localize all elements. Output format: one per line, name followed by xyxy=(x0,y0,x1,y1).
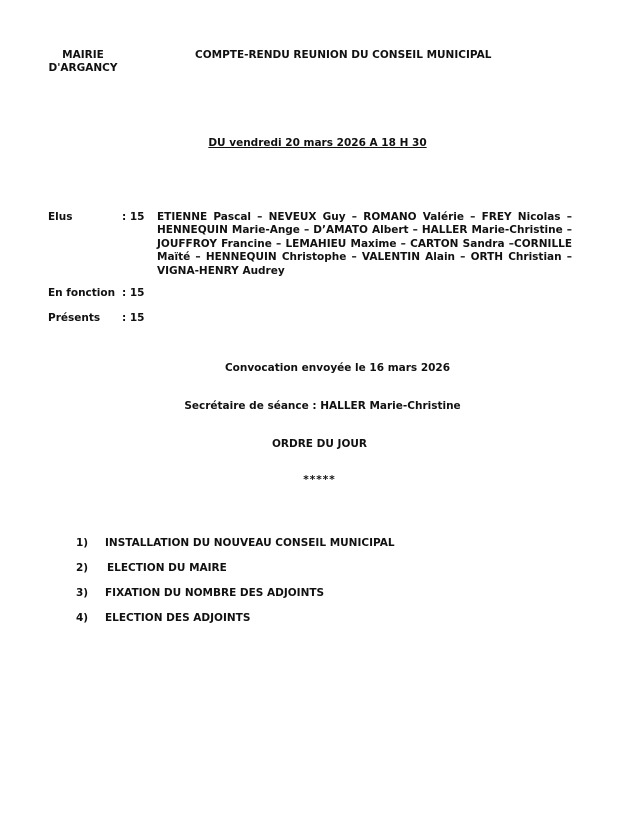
elus-names: ETIENNE Pascal – NEVEUX Guy – ROMANO Valérie – FREY Nicolas – HENNEQUIN Marie-Ange – D’AMATO Albert – HALLER Marie-Christine – JOUFFROY Francine – LEMAHIEU Maxime – CARTON Sandra –CORNILLE Maïté – HENNEQUIN Christophe – VALENTIN Alain – ORTH Christian – VIGNA-HENRY Audrey xyxy=(157,211,572,277)
presents-count: : 15 xyxy=(122,312,145,324)
en-fonction-label: En fonction xyxy=(48,287,116,299)
agenda-item-number: 2) xyxy=(76,562,89,574)
agenda-item-label: ELECTION DES ADJOINTS xyxy=(105,612,251,624)
en-fonction-count: : 15 xyxy=(122,287,145,299)
presents-label: Présents xyxy=(48,312,101,324)
ordre-du-jour-heading: ORDRE DU JOUR xyxy=(272,438,367,450)
agenda-item-number: 1) xyxy=(76,537,89,549)
agenda-item xyxy=(76,612,250,624)
elus-count: : 15 xyxy=(122,211,145,223)
document-title: COMPTE-RENDU REUNION DU CONSEIL MUNICIPAL xyxy=(195,49,492,61)
secretaire-line: Secrétaire de séance : HALLER Marie-Christine xyxy=(184,400,461,412)
agenda-item-label: ELECTION DU MAIRE xyxy=(107,562,227,574)
session-date: DU vendredi 20 mars 2026 A 18 H 30 xyxy=(208,137,427,149)
mairie-line-2: D'ARGANCY xyxy=(48,62,118,74)
agenda-item-label: INSTALLATION DU NOUVEAU CONSEIL MUNICIPAL xyxy=(105,537,395,549)
mairie-header xyxy=(48,49,118,75)
agenda-item xyxy=(76,537,395,549)
agenda-item xyxy=(76,562,227,574)
mairie-line-1: MAIRIE xyxy=(62,49,104,61)
agenda-item-label: FIXATION DU NOMBRE DES ADJOINTS xyxy=(105,587,325,599)
agenda-item xyxy=(76,587,324,599)
separator-stars: ***** xyxy=(303,474,336,486)
elus-label: Elus xyxy=(48,211,73,223)
agenda-item-number: 4) xyxy=(76,612,89,624)
convocation-line: Convocation envoyée le 16 mars 2026 xyxy=(224,362,451,374)
agenda-item-number: 3) xyxy=(76,587,89,599)
